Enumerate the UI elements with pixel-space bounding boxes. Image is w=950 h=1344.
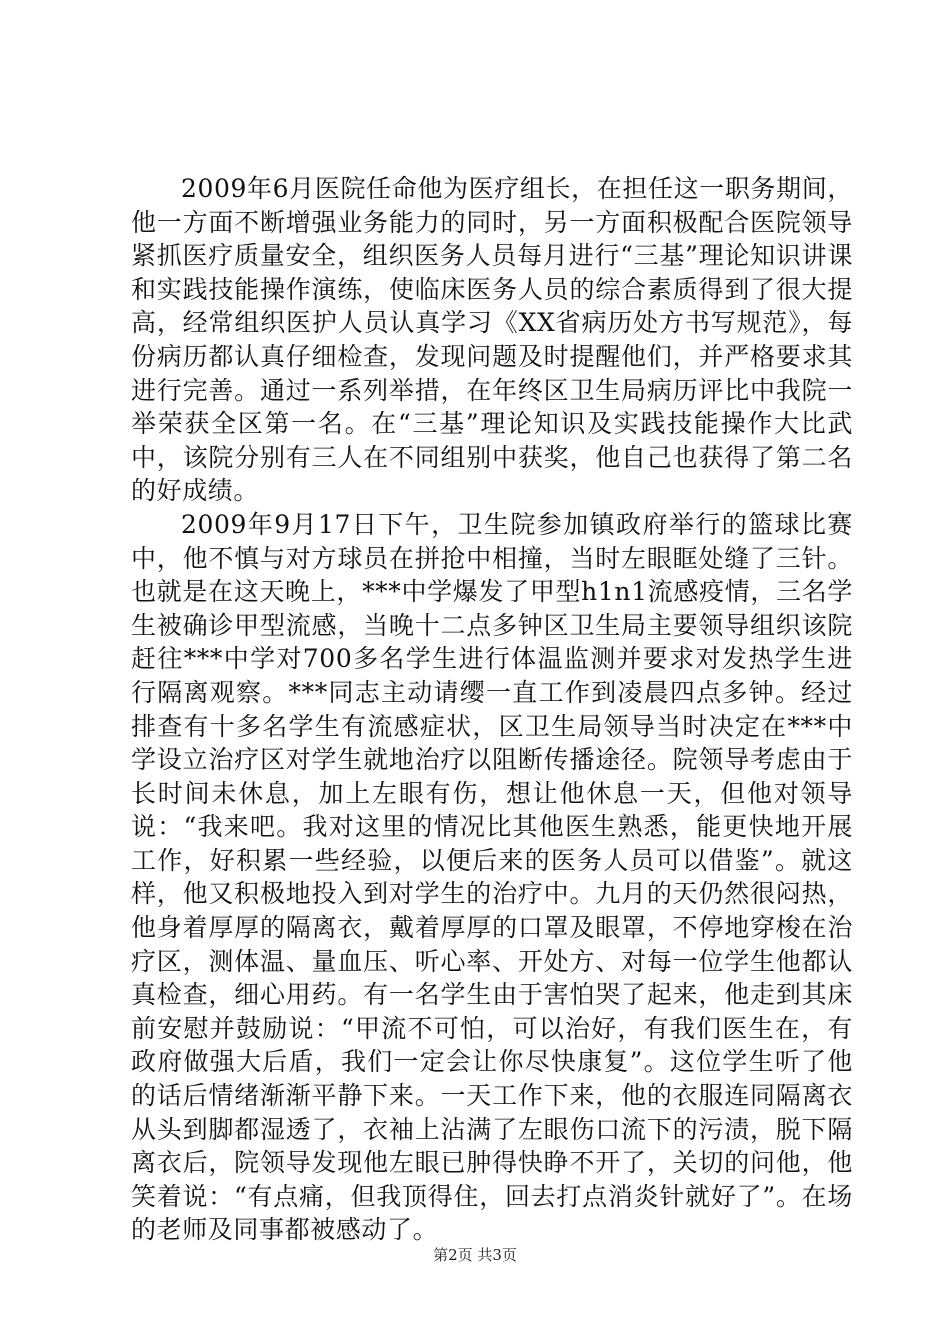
paragraph-1: 2009年6月医院任命他为医疗组长，在担任这一职务期间，他一方面不断增强业务能力的同时，另一方面积极配合医院领导紧抓医疗质量安全，组织医务人员每月进行“三基”理论知识讲课和实践技能操作演练，使临床医务人员的综合素质得到了很大提高，经常组织医护人员认真学习《XX省病历处方书写规范》，每份病历都认真仔细检查，发现问题及时提醒他们，并严格要求其进行完善。通过一系列举措，在年终区卫生局病历评比中我院一举荣获全区第一名。在“三基”理论知识及实践技能操作大比武中，该院分别有三人在不同组别中获奖，他自己也获得了第二名的好成绩。 (131, 174, 853, 506)
document-body (131, 172, 853, 1247)
page-footer: 第2页 共3页 (433, 1246, 517, 1264)
paragraph-2: 2009年9月17日下午，卫生院参加镇政府举行的篮球比赛中，他不慎与对方球员在拼抢中相撞，当时左眼眶处缝了三针。也就是在这天晚上，***中学爆发了甲型h1n1流感疫情，三名学生被确诊甲型流感，当晚十二点多钟区卫生局主要领导组织该院赶往***中学对700多名学生进行体温监测并要求对发热学生进行隔离观察。***同志主动请缨一直工作到凌晨四点多钟。经过排查有十多名学生有流感症状，区卫生局领导当时决定在***中学设立治疗区对学生就地治疗以阻断传播途径。院领导考虑由于长时间未休息，加上左眼有伤，想让他休息一天，但他对领导说：“我来吧。我对这里的情况比其他医生熟悉，能更快地开展工作，好积累一些经验，以便后来的医务人员可以借鉴”。就这样，他又积极地投入到对学生的治疗中。九月的天仍然很闷热，他身着厚厚的隔离衣，戴着厚厚的口罩及眼罩，不停地穿梭在治疗区，测体温、量血压、听心率、开处方、对每一位学生他都认真检查，细心用药。有一名学生由于害怕哭了起来，他走到其床前安慰并鼓励说：“甲流不可怕，可以治好，有我们医生在，有政府做强大后盾，我们一定会让你尽快康复”。这位学生听了他的话后情绪渐渐平静下来。一天工作下来，他的衣服连同隔离衣从头到脚都湿透了，衣袖上沾满了左眼伤口流下的污渍，脱下隔离衣后，院领导发现他左眼已肿得快睁不开了，关切的问他，他笑着说：“有点痛，但我顶得住，回去打点消炎针就好了”。在场的老师及同事都被感动了。 (131, 509, 853, 1245)
